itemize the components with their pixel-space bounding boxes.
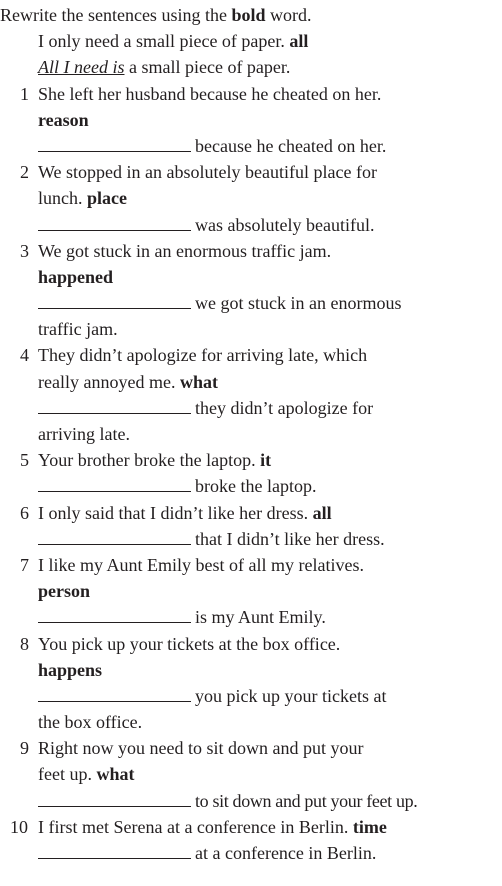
item-text: They didn’t apologize for arriving late, which: [38, 345, 368, 366]
item-9-sentence: [0, 735, 502, 761]
instruction-bold-word: bold: [231, 5, 266, 25]
item-10-answer: [0, 840, 502, 866]
item-text: She left her husband because he cheated on her.: [38, 83, 382, 104]
example-answer-text: All I need is: [38, 57, 125, 78]
item-number: 1: [20, 83, 29, 104]
item-1-sentence: [0, 81, 502, 107]
answer-tail-cont: traffic jam.: [38, 319, 118, 340]
item-number: 9: [20, 738, 29, 759]
item-4-answer: [0, 395, 502, 421]
item-text: Your brother broke the laptop.: [38, 450, 256, 471]
answer-tail: because he cheated on her.: [195, 135, 387, 156]
answer-tail-cont: arriving late.: [38, 424, 130, 444]
answer-blank[interactable]: [38, 792, 191, 807]
item-keyword: person: [38, 581, 91, 602]
answer-tail: you pick up your tickets at: [195, 685, 387, 706]
item-text: I only said that I didn’t like her dress.: [38, 502, 309, 523]
item-1-keyword: [0, 107, 502, 133]
item-text: feet up.: [38, 764, 92, 785]
item-5-sentence: [0, 447, 502, 473]
answer-tail: is my Aunt Emily.: [195, 607, 326, 628]
answer-tail-cont: the box office.: [38, 712, 143, 733]
answer-tail: we got stuck in an enormous: [195, 293, 402, 314]
answer-tail: that I didn’t like her dress.: [195, 528, 385, 549]
item-text: You pick up your tickets at the box office.: [38, 633, 341, 654]
item-keyword: time: [352, 816, 387, 837]
item-6-answer: [0, 526, 502, 552]
item-keyword: happens: [38, 659, 103, 680]
item-2-sentence: [0, 159, 502, 185]
example-answer-rest: a small piece of paper.: [124, 57, 291, 78]
answer-blank[interactable]: [38, 608, 191, 623]
item-8-answer-cont: [0, 709, 502, 735]
item-4-sentence: [0, 342, 502, 368]
item-10-sentence: [0, 814, 502, 840]
item-7-sentence: [0, 552, 502, 578]
example-sentence: [0, 28, 502, 54]
instruction-text: Rewrite the sentences using the: [0, 5, 232, 25]
answer-tail: at a conference in Berlin.: [195, 843, 377, 863]
example-keyword: all: [289, 31, 309, 52]
item-keyword: place: [87, 188, 127, 209]
item-8-keyword: [0, 657, 502, 683]
item-text: really annoyed me.: [38, 371, 176, 392]
item-number: 8: [20, 633, 29, 654]
item-number: 6: [20, 502, 29, 523]
item-3-answer: [0, 290, 502, 316]
answer-tail: was absolutely beautiful.: [195, 214, 375, 235]
item-text: I like my Aunt Emily best of all my relatives.: [38, 554, 364, 575]
item-text: Right now you need to sit down and put your: [38, 738, 364, 759]
answer-blank[interactable]: [38, 399, 191, 414]
answer-blank[interactable]: [38, 137, 191, 152]
item-number: 5: [20, 450, 29, 471]
item-2-sentence-cont: [0, 185, 502, 211]
item-text: We got stuck in an enormous traffic jam.: [38, 240, 332, 261]
answer-blank[interactable]: [38, 530, 191, 545]
item-keyword: all: [312, 502, 332, 523]
item-number: 3: [20, 240, 29, 261]
answer-blank[interactable]: [38, 477, 191, 492]
item-6-sentence: [0, 500, 502, 526]
answer-tail: to sit down and put your feet up.: [195, 790, 418, 811]
item-keyword: happened: [38, 266, 114, 287]
item-number: 7: [20, 554, 29, 575]
item-4-sentence-cont: [0, 369, 502, 395]
item-1-answer: [0, 133, 502, 159]
answer-tail: they didn’t apologize for: [195, 397, 374, 418]
item-7-keyword: [0, 578, 502, 604]
item-9-sentence-cont: [0, 761, 502, 787]
item-keyword: reason: [38, 109, 89, 130]
item-keyword: it: [260, 450, 272, 471]
example-answer: [0, 54, 502, 80]
item-9-answer: [0, 788, 502, 814]
item-text: We stopped in an absolutely beautiful place for: [38, 162, 377, 183]
answer-blank[interactable]: [38, 216, 191, 231]
answer-blank[interactable]: [38, 687, 191, 702]
item-3-keyword: [0, 264, 502, 290]
instruction: [0, 2, 502, 28]
answer-blank[interactable]: [38, 294, 191, 309]
example-text: I only need a small piece of paper.: [38, 31, 285, 52]
item-keyword: what: [179, 371, 218, 392]
item-number: 2: [20, 162, 29, 183]
item-3-sentence: [0, 238, 502, 264]
item-8-sentence: [0, 631, 502, 657]
answer-tail: broke the laptop.: [195, 476, 317, 497]
item-3-answer-cont: [0, 316, 502, 342]
item-7-answer: [0, 604, 502, 630]
answer-blank[interactable]: [38, 844, 191, 859]
item-2-answer: [0, 212, 502, 238]
item-5-answer: [0, 473, 502, 499]
item-text: lunch.: [38, 188, 83, 209]
item-keyword: what: [96, 764, 135, 785]
item-8-answer: [0, 683, 502, 709]
item-text: I first met Serena at a conference in Berlin.: [38, 816, 349, 837]
item-4-answer-cont: [0, 421, 502, 447]
item-number: 10: [10, 816, 28, 837]
item-number: 4: [20, 345, 29, 366]
instruction-text-end: word.: [265, 5, 312, 25]
